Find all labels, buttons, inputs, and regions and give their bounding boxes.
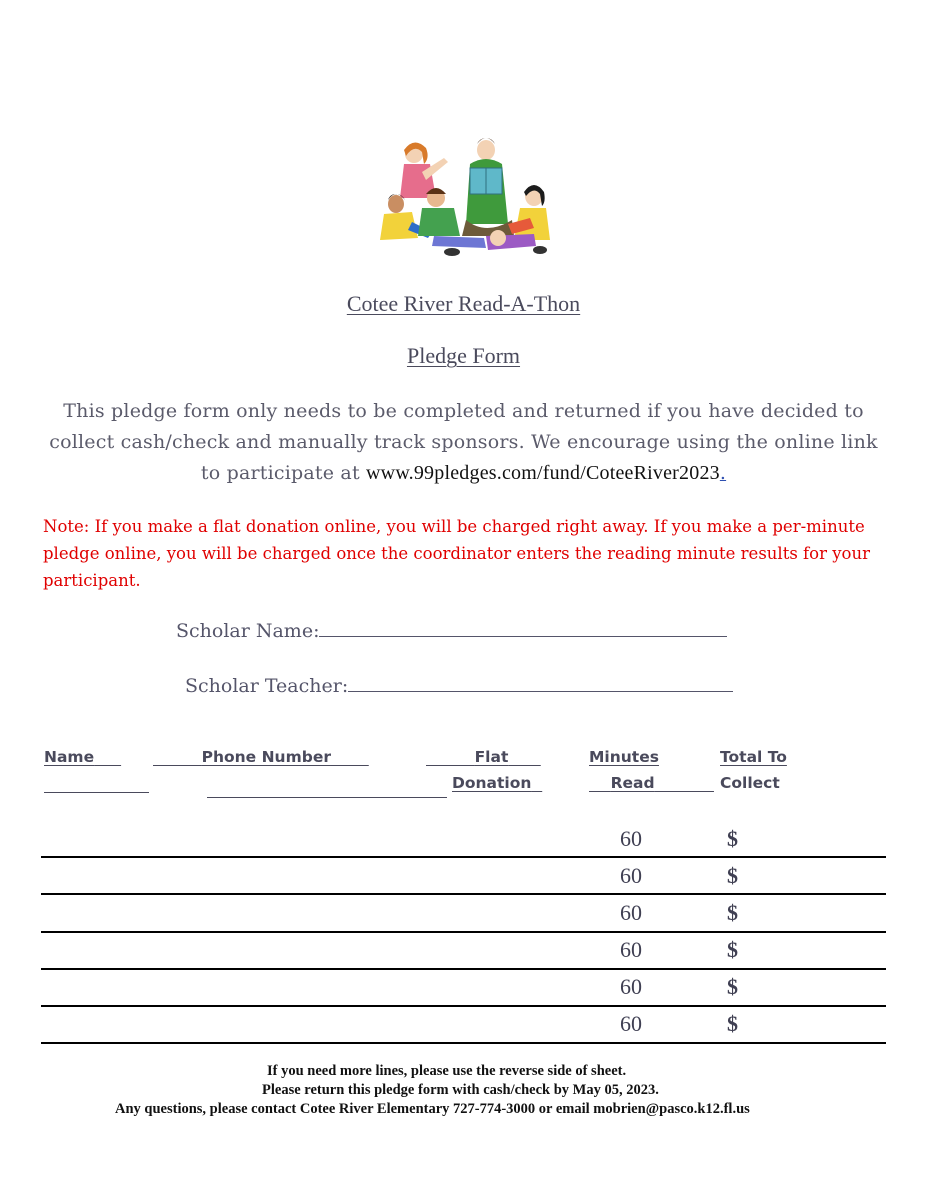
row-minutes: 60	[620, 1011, 642, 1036]
url-suffix: .	[719, 462, 727, 484]
scholar-teacher-label: Scholar Teacher:	[185, 675, 349, 697]
row-minutes: 60	[620, 826, 642, 851]
row-total[interactable]: $	[727, 1011, 738, 1036]
note-paragraph: Note: If you make a flat donation online, you will be charged right away. If you make a per-minute pledge online, you will be charged once the coordinator enters the reading minute results for your participant.	[43, 517, 870, 590]
row-line[interactable]	[41, 968, 886, 970]
scholar-teacher-field[interactable]	[185, 675, 733, 697]
intro-text: This pledge form only needs to be completed and returned if you have decided to collect cash/check and manually track sponsors. We encourage using the online link to participate at	[49, 400, 878, 484]
header-flat: Flat	[474, 748, 509, 766]
row-total[interactable]: $	[727, 863, 738, 888]
header-read: Read	[610, 774, 655, 792]
row-total[interactable]: $	[727, 937, 738, 962]
row-minutes: 60	[620, 863, 642, 888]
scholar-name-label: Scholar Name:	[176, 620, 320, 642]
footer-return-date: Please return this pledge form with cash/check by May 05, 2023.	[262, 1082, 659, 1098]
row-total[interactable]: $	[727, 826, 738, 851]
header-donation: Donation	[452, 774, 532, 792]
row-minutes: 60	[620, 900, 642, 925]
header-collect: Collect	[720, 774, 780, 792]
intro-paragraph	[40, 396, 887, 489]
header-phone: Phone Number	[201, 748, 331, 766]
row-line[interactable]	[41, 893, 886, 895]
reading-children-illustration	[374, 128, 562, 266]
page-title: Cotee River Read-A-Thon	[346, 291, 581, 316]
name-header-rule	[44, 792, 149, 793]
row-total[interactable]: $	[727, 900, 738, 925]
header-total: Total To	[720, 748, 787, 766]
header-name: Name	[44, 748, 95, 766]
phone-header-rule	[207, 797, 447, 798]
row-line[interactable]	[41, 1042, 886, 1044]
row-minutes: 60	[620, 974, 642, 999]
header-minutes: Minutes	[589, 748, 659, 766]
row-line[interactable]	[41, 1005, 886, 1007]
form-subtitle: Pledge Form	[406, 343, 521, 368]
row-total[interactable]: $	[727, 974, 738, 999]
footer-contact: Any questions, please contact Cotee River Elementary 727-774-3000 or email mobrien@pasco.k12.fl.us	[115, 1101, 750, 1117]
scholar-teacher-blank[interactable]	[348, 690, 733, 692]
pledge-url-link[interactable]: www.99pledges.com/fund/CoteeRiver2023	[366, 462, 720, 484]
scholar-name-field[interactable]	[176, 620, 727, 642]
row-minutes: 60	[620, 937, 642, 962]
footer-more-lines: If you need more lines, please use the reverse side of sheet.	[267, 1063, 627, 1079]
row-line[interactable]	[41, 856, 886, 858]
row-line[interactable]	[41, 931, 886, 933]
scholar-name-blank[interactable]	[319, 635, 727, 637]
